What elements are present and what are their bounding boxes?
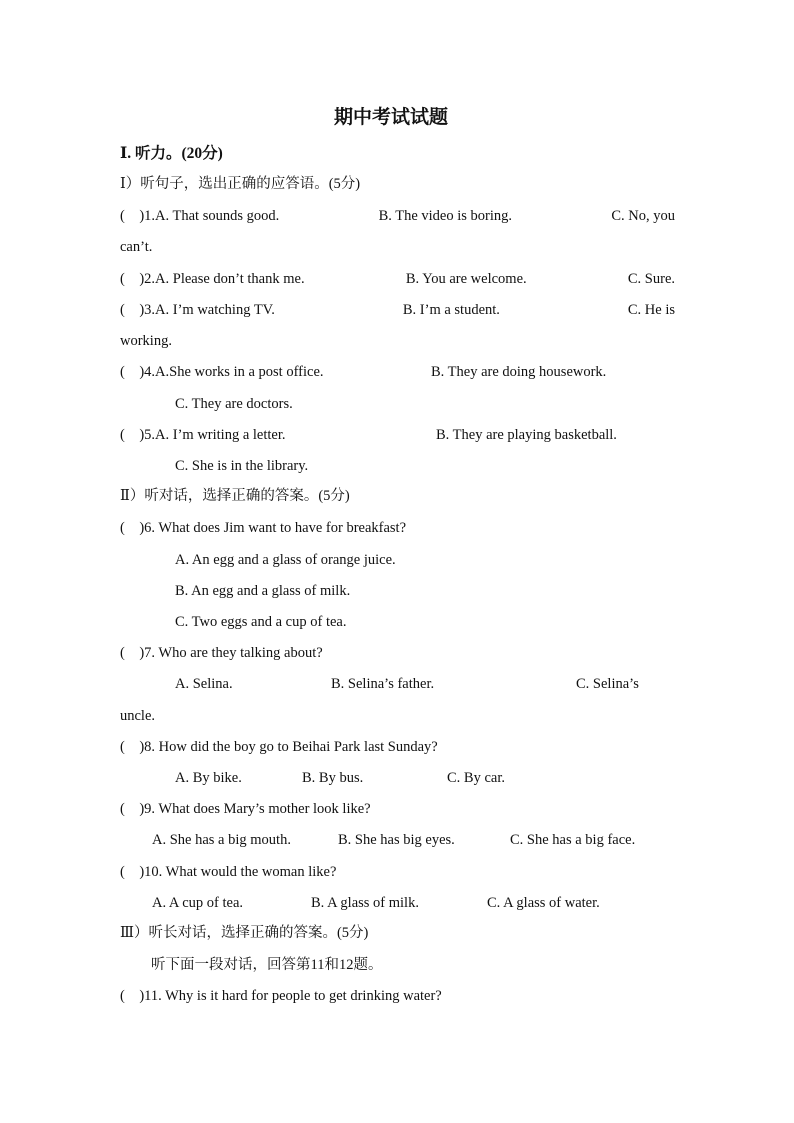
question-10-option-c: C. A glass of water. [487,895,600,911]
part1-heading: Ⅰ）听句子，选出正确的应答语。(5分) [120,176,361,192]
question-1-continuation: can’t. [120,239,153,255]
question-5-option-c: C. She is in the library. [175,458,309,474]
question-2-option-c: C. Sure. [627,271,675,287]
question-5-option-b: B. They are playing basketball. [436,427,617,443]
question-10-option-b: B. A glass of milk. [311,895,419,911]
section-heading-listening: Ⅰ. 听力。(20分) [120,145,223,162]
question-5-stem: ( )5.A. I’m writing a letter. [120,427,286,443]
question-4-stem: ( )4.A.She works in a post office. [120,364,324,380]
question-6-option-b: B. An egg and a glass of milk. [175,583,351,599]
question-7-option-c: C. Selina’s [576,676,639,692]
question-6-option-c: C. Two eggs and a cup of tea. [175,614,347,630]
question-1 [120,209,675,224]
question-7-option-b: B. Selina’s father. [331,676,435,692]
question-10-option-a: A. A cup of tea. [152,895,244,911]
question-7-option-a: A. Selina. [175,676,233,692]
question-8-option-c: C. By car. [447,770,505,786]
question-3-continuation: working. [120,333,172,349]
question-8-stem: ( )8. How did the boy go to Beihai Park last Sunday? [120,739,438,755]
question-3 [120,303,675,318]
page-title: 期中考试试题 [334,106,449,128]
question-9-option-a: A. She has a big mouth. [152,832,291,848]
question-9-option-b: B. She has big eyes. [338,832,455,848]
question-9-option-c: C. She has a big face. [510,832,636,848]
question-4-option-c: C. They are doctors. [175,396,293,412]
question-3-option-b: B. I’m a student. [402,302,500,318]
part3-instruction: 听下面一段对话，回答第11和12题。 [151,957,383,973]
question-3-option-c: C. He is [627,302,675,318]
question-3-stem: ( )3.A. I’m watching TV. [120,302,275,318]
part2-heading: Ⅱ）听对话，选择正确的答案。(5分) [120,488,350,504]
question-8-option-b: B. By bus. [302,770,364,786]
question-1-stem: ( )1.A. That sounds good. [120,208,280,224]
question-1-option-c: C. No, you [611,208,675,224]
question-1-option-b: B. The video is boring. [378,208,513,224]
question-10-stem: ( )10. What would the woman like? [120,864,337,880]
question-4-option-b: B. They are doing housework. [431,364,607,380]
question-9-stem: ( )9. What does Mary’s mother look like? [120,801,371,817]
question-2 [120,272,675,287]
question-2-option-b: B. You are welcome. [405,271,527,287]
question-2-stem: ( )2.A. Please don’t thank me. [120,271,305,287]
question-11-stem: ( )11. Why is it hard for people to get drinking water? [120,988,442,1004]
question-6-option-a: A. An egg and a glass of orange juice. [175,552,396,568]
question-7-continuation: uncle. [120,708,156,724]
question-8-option-a: A. By bike. [175,770,242,786]
question-6-stem: ( )6. What does Jim want to have for breakfast? [120,520,407,536]
part3-heading: Ⅲ）听长对话，选择正确的答案。(5分) [120,925,369,941]
question-7-stem: ( )7. Who are they talking about? [120,645,323,661]
